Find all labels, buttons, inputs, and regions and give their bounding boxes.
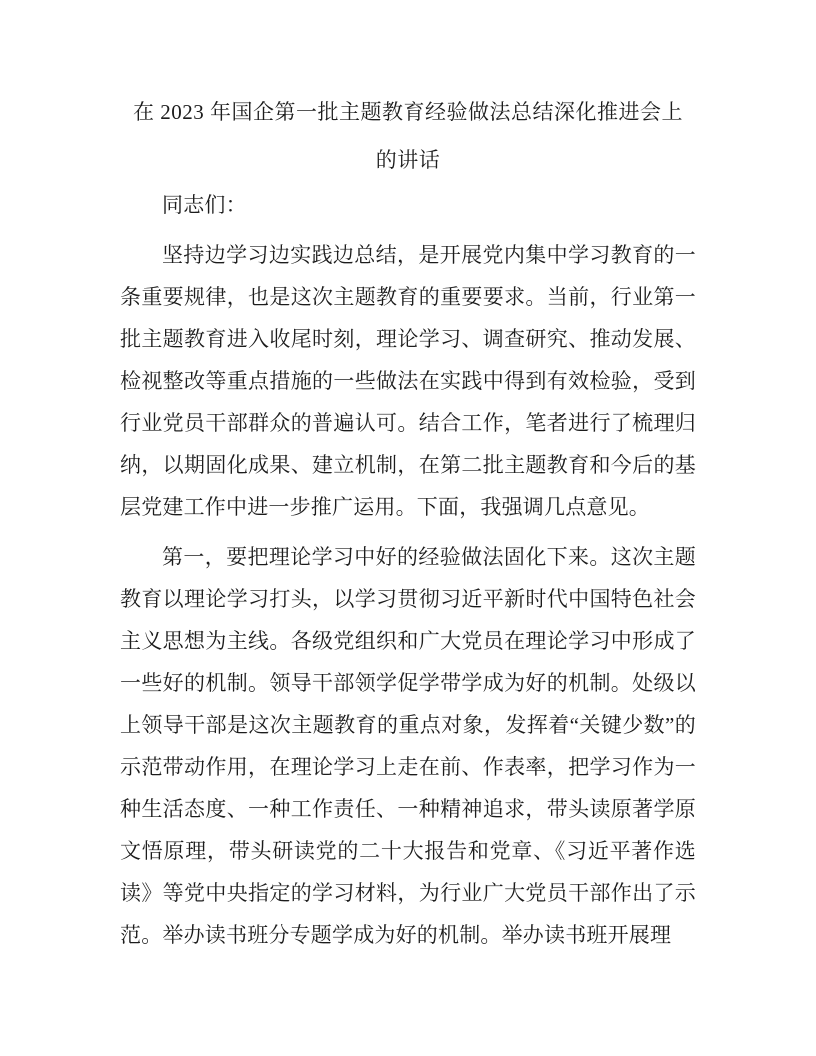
document-title: 在 2023 年国企第一批主题教育经验做法总结深化推进会上的讲话: [133, 100, 683, 172]
paragraph-introduction: 坚持边学习边实践边总结，是开展党内集中学习教育的一条重要规律，也是这次主题教育的重要要求。当前，行业第一批主题教育进入收尾时刻，理论学习、调查研究、推动发展、检视整改等重点措施的一些做法在实践中得到有效检验，受到行业党员干部群众的普遍认可。结合工作，笔者进行了梳理归纳，以期固化成果、建立机制，在第二批主题教育和今后的基层党建工作中进一步推广运用。下面，我强调几点意见。: [120, 243, 696, 519]
document-body: [120, 184, 696, 956]
salutation: 同志们：: [162, 193, 247, 217]
paragraph-first-point: 第一，要把理论学习中好的经验做法固化下来。这次主题教育以理论学习打头，以学习贯彻习近平新时代中国特色社会主义思想为主线。各级党组织和广大党员在理论学习中形成了一些好的机制。领导干部领学促学带学成为好的机制。处级以上领导干部是这次主题教育的重点对象，发挥着“关键少数”的示范带动作用，在理论学习上走在前、作表率，把学习作为一种生活态度、一种工作责任、一种精神追求，带头读原著学原文悟原理，带头研读党的二十大报告和党章、《习近平著作选读》等党中央指定的学习材料，为行业广大党员干部作出了示范。举办读书班分专题学成为好的机制。举办读书班开展理: [120, 545, 696, 947]
